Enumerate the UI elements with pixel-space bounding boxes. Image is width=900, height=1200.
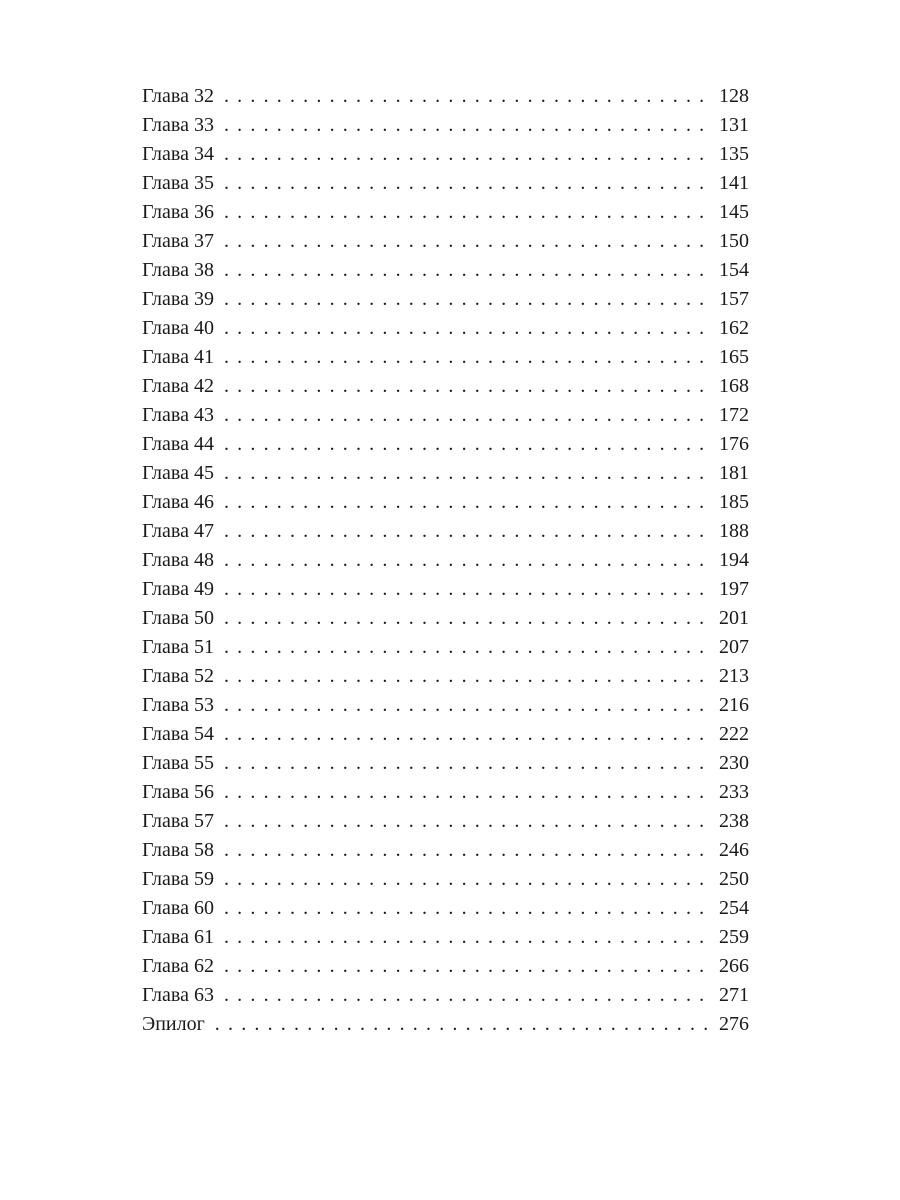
dot-leader	[224, 952, 707, 981]
toc-entry-page-number: 172	[719, 404, 749, 426]
toc-entry-title: Эпилог	[142, 1013, 205, 1035]
toc-entry-title: Глава 58	[142, 839, 214, 861]
toc-entry-page-number: 135	[719, 143, 749, 165]
toc-entry[interactable]	[142, 1010, 749, 1039]
toc-entry-page-number: 141	[719, 172, 749, 194]
toc-entry[interactable]	[142, 575, 749, 604]
toc-entry[interactable]	[142, 459, 749, 488]
toc-entry-title: Глава 48	[142, 549, 214, 571]
dot-leader	[224, 836, 707, 865]
dot-leader	[224, 227, 707, 256]
toc-entry[interactable]	[142, 836, 749, 865]
toc-entry-title: Глава 55	[142, 752, 214, 774]
toc-entry-page-number: 181	[719, 462, 749, 484]
toc-entry-page-number: 238	[719, 810, 749, 832]
toc-entry-page-number: 230	[719, 752, 749, 774]
toc-entry[interactable]	[142, 633, 749, 662]
toc-entry-title: Глава 41	[142, 346, 214, 368]
toc-entry[interactable]	[142, 807, 749, 836]
toc-entry-page-number: 222	[719, 723, 749, 745]
dot-leader	[224, 691, 707, 720]
toc-entry-title: Глава 62	[142, 955, 214, 977]
toc-entry-title: Глава 54	[142, 723, 214, 745]
dot-leader	[224, 662, 707, 691]
toc-entry-title: Глава 51	[142, 636, 214, 658]
toc-entry-page-number: 128	[719, 85, 749, 107]
dot-leader	[224, 546, 707, 575]
toc-entry-title: Глава 44	[142, 433, 214, 455]
toc-entry-title: Глава 39	[142, 288, 214, 310]
dot-leader	[224, 256, 707, 285]
toc-entry[interactable]	[142, 111, 749, 140]
dot-leader	[224, 604, 707, 633]
toc-entry-title: Глава 45	[142, 462, 214, 484]
toc-entry[interactable]	[142, 401, 749, 430]
toc-entry-page-number: 207	[719, 636, 749, 658]
toc-entry[interactable]	[142, 430, 749, 459]
toc-entry[interactable]	[142, 372, 749, 401]
toc-entry-page-number: 233	[719, 781, 749, 803]
toc-entry-title: Глава 47	[142, 520, 214, 542]
dot-leader	[224, 807, 707, 836]
table-of-contents	[142, 82, 749, 1039]
toc-entry-title: Глава 38	[142, 259, 214, 281]
dot-leader	[224, 778, 707, 807]
toc-entry[interactable]	[142, 488, 749, 517]
toc-entry[interactable]	[142, 865, 749, 894]
toc-entry-page-number: 154	[719, 259, 749, 281]
toc-entry[interactable]	[142, 285, 749, 314]
dot-leader	[224, 343, 707, 372]
toc-entry-page-number: 266	[719, 955, 749, 977]
toc-entry[interactable]	[142, 662, 749, 691]
toc-entry-title: Глава 46	[142, 491, 214, 513]
toc-entry-title: Глава 49	[142, 578, 214, 600]
toc-entry-page-number: 216	[719, 694, 749, 716]
toc-entry[interactable]	[142, 140, 749, 169]
toc-entry[interactable]	[142, 981, 749, 1010]
toc-entry-title: Глава 33	[142, 114, 214, 136]
toc-entry[interactable]	[142, 169, 749, 198]
toc-entry-title: Глава 59	[142, 868, 214, 890]
toc-entry-page-number: 165	[719, 346, 749, 368]
toc-entry[interactable]	[142, 314, 749, 343]
toc-entry-page-number: 162	[719, 317, 749, 339]
dot-leader	[224, 314, 707, 343]
dot-leader	[224, 285, 707, 314]
toc-entry-title: Глава 60	[142, 897, 214, 919]
toc-entry-title: Глава 40	[142, 317, 214, 339]
toc-entry[interactable]	[142, 517, 749, 546]
toc-entry-title: Глава 50	[142, 607, 214, 629]
toc-entry-page-number: 145	[719, 201, 749, 223]
toc-entry[interactable]	[142, 256, 749, 285]
toc-entry-title: Глава 36	[142, 201, 214, 223]
toc-entry-page-number: 197	[719, 578, 749, 600]
toc-entry-page-number: 254	[719, 897, 749, 919]
toc-entry-page-number: 185	[719, 491, 749, 513]
toc-entry[interactable]	[142, 604, 749, 633]
toc-entry-page-number: 168	[719, 375, 749, 397]
toc-entry-page-number: 176	[719, 433, 749, 455]
dot-leader	[224, 169, 707, 198]
toc-entry-title: Глава 32	[142, 85, 214, 107]
dot-leader	[224, 140, 707, 169]
toc-entry-title: Глава 34	[142, 143, 214, 165]
toc-entry-page-number: 157	[719, 288, 749, 310]
dot-leader	[224, 372, 707, 401]
toc-entry[interactable]	[142, 778, 749, 807]
toc-entry[interactable]	[142, 952, 749, 981]
dot-leader	[224, 981, 707, 1010]
toc-entry-page-number: 213	[719, 665, 749, 687]
dot-leader	[224, 749, 707, 778]
toc-entry-page-number: 201	[719, 607, 749, 629]
toc-entry[interactable]	[142, 894, 749, 923]
toc-entry-title: Глава 43	[142, 404, 214, 426]
toc-entry-page-number: 150	[719, 230, 749, 252]
toc-entry[interactable]	[142, 749, 749, 778]
dot-leader	[224, 923, 707, 952]
toc-entry[interactable]	[142, 82, 749, 111]
toc-entry[interactable]	[142, 691, 749, 720]
dot-leader	[224, 865, 707, 894]
toc-entry-page-number: 246	[719, 839, 749, 861]
dot-leader	[224, 517, 707, 546]
toc-entry-page-number: 250	[719, 868, 749, 890]
toc-entry[interactable]	[142, 546, 749, 575]
toc-entry-page-number: 194	[719, 549, 749, 571]
toc-entry[interactable]	[142, 343, 749, 372]
dot-leader	[224, 720, 707, 749]
toc-entry-page-number: 276	[719, 1013, 749, 1035]
toc-entry-title: Глава 35	[142, 172, 214, 194]
dot-leader	[224, 198, 707, 227]
dot-leader	[224, 894, 707, 923]
dot-leader	[224, 459, 707, 488]
toc-entry-title: Глава 56	[142, 781, 214, 803]
toc-entry-title: Глава 61	[142, 926, 214, 948]
toc-entry[interactable]	[142, 720, 749, 749]
toc-entry[interactable]	[142, 198, 749, 227]
toc-entry-title: Глава 42	[142, 375, 214, 397]
toc-entry-title: Глава 63	[142, 984, 214, 1006]
dot-leader	[224, 488, 707, 517]
toc-entry-page-number: 271	[719, 984, 749, 1006]
toc-entry[interactable]	[142, 923, 749, 952]
toc-entry-page-number: 259	[719, 926, 749, 948]
dot-leader	[224, 401, 707, 430]
toc-entry-title: Глава 37	[142, 230, 214, 252]
dot-leader	[224, 82, 707, 111]
toc-entry-title: Глава 52	[142, 665, 214, 687]
dot-leader	[224, 430, 707, 459]
dot-leader	[224, 633, 707, 662]
dot-leader	[224, 111, 707, 140]
dot-leader	[224, 575, 707, 604]
toc-entry-title: Глава 57	[142, 810, 214, 832]
toc-entry[interactable]	[142, 227, 749, 256]
toc-entry-title: Глава 53	[142, 694, 214, 716]
dot-leader	[215, 1010, 707, 1039]
toc-entry-page-number: 188	[719, 520, 749, 542]
toc-entry-page-number: 131	[719, 114, 749, 136]
